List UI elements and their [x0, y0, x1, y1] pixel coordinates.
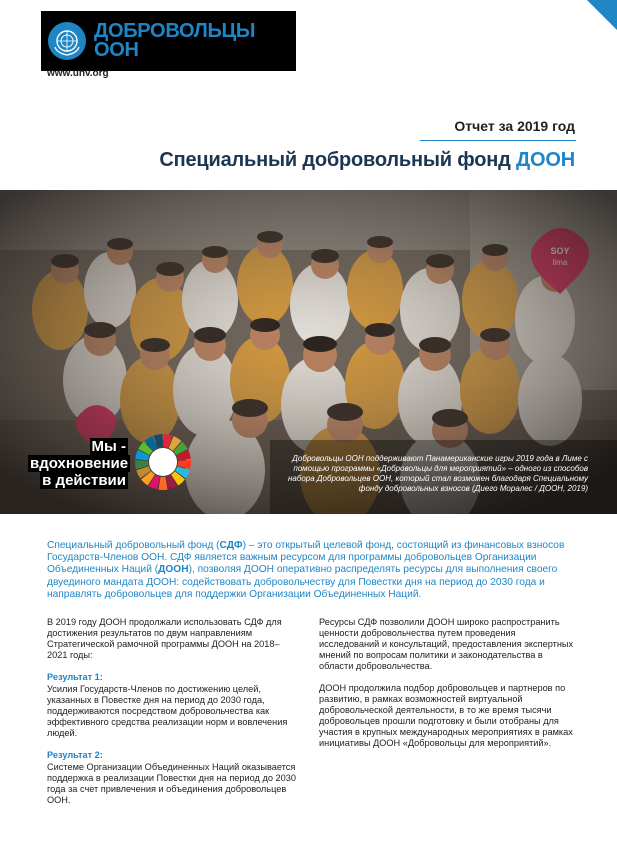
right-paragraph-1: Ресурсы СДФ позволили ДООН широко распространить ценности добровольчества путем проведения исследований и консультаций, предоставления экспертных мнений по вопросам политики и законодательства в области добровольчества. [319, 617, 574, 671]
hero-photo [0, 190, 617, 514]
corner-accent [587, 0, 617, 30]
title-main: Специальный добровольный фонд [159, 149, 516, 171]
intro-bold-unv: ДООН [158, 564, 189, 576]
title-divider [420, 140, 576, 141]
left-column [47, 617, 297, 817]
sdg-wheel-segment [158, 477, 167, 490]
intro-text-2: ) – это открытый целевой фонд, состоящий из финансовых взносов Государств-Членов ООН. СДФ является важным ресурсом для программы добровольцев Организации Объединенных Наций ( [47, 540, 565, 576]
result-2-text: Системе Организации Объединенных Наций оказывается поддержка в реализации Повестки дня на период до 2030 года за счет привлечения и объединения добровольцев ООН. [47, 762, 296, 805]
sdg-wheel-center [149, 448, 177, 476]
result-1-text: Усилия Государств-Членов по достижению целей, указанных в Повестке дня на период до 2030 года, поддерживаются посредством добровольчества как эффективного средства реализации норм и вовлечения людей. [47, 684, 288, 738]
page-title [159, 149, 575, 172]
photo-caption: Добровольцы ООН поддерживают Панамериканские игры 2019 года в Лиме с помощью программы «Добровольцы для мероприятий» – одного из способов набора Добровольцев ООН, который стал возможен благодаря Специальному фонду добровольных взносов (Диего Моралес / ДООН, 2019) [287, 454, 588, 493]
logo-wordmark [94, 22, 255, 60]
report-year: Отчет за 2019 год [454, 118, 575, 134]
unv-logo [41, 11, 296, 71]
intro-bold-sdf: СДФ [219, 540, 243, 551]
title-accent: ДООН [515, 149, 575, 171]
right-paragraph-2: ДООН продолжила подбор добровольцев и партнеров по развитию, в рамках возможностей виртуальной добровольческой деятельности, в то же время тысячи добровольцев прошли подготовку и были отобраны для участия в крупных международных мероприятиях в рамках инициативы ДООН «Добровольцы для мероприятий». [319, 683, 573, 748]
logo-line-1: ДОБРОВОЛЬЦЫ [94, 20, 256, 42]
slogan-line-1: Мы - [91, 438, 126, 455]
result-2-title: Результат 2: [47, 750, 103, 760]
slogan-line-2: вдохновение [30, 455, 129, 472]
slogan-line-3: в действии [42, 472, 126, 489]
slogan [28, 438, 128, 489]
left-lead: В 2019 году ДООН продолжали использовать СДФ для достижения результатов по двум направлениям Стратегической рамочной программы ДООН на 2018–2021 годы: [47, 617, 282, 660]
result-1-title: Результат 1: [47, 672, 103, 682]
un-emblem-icon [48, 22, 86, 60]
logo-line-2: ООН [94, 39, 139, 61]
website-link[interactable]: www.unv.org [47, 68, 109, 79]
intro-text-1: Специальный добровольный фонд ( [47, 540, 220, 551]
intro-paragraph [47, 540, 567, 601]
intro-text-3: ), позволяя ДООН оперативно распределять ресурсы для выполнения своего двуединого мандата ДООН: содействовать добровольчеству для Повестки дня на период до 2030 года и направлять добровольцев для поддержки Организации Объединенных Наций. [47, 564, 558, 600]
right-column [319, 617, 574, 760]
